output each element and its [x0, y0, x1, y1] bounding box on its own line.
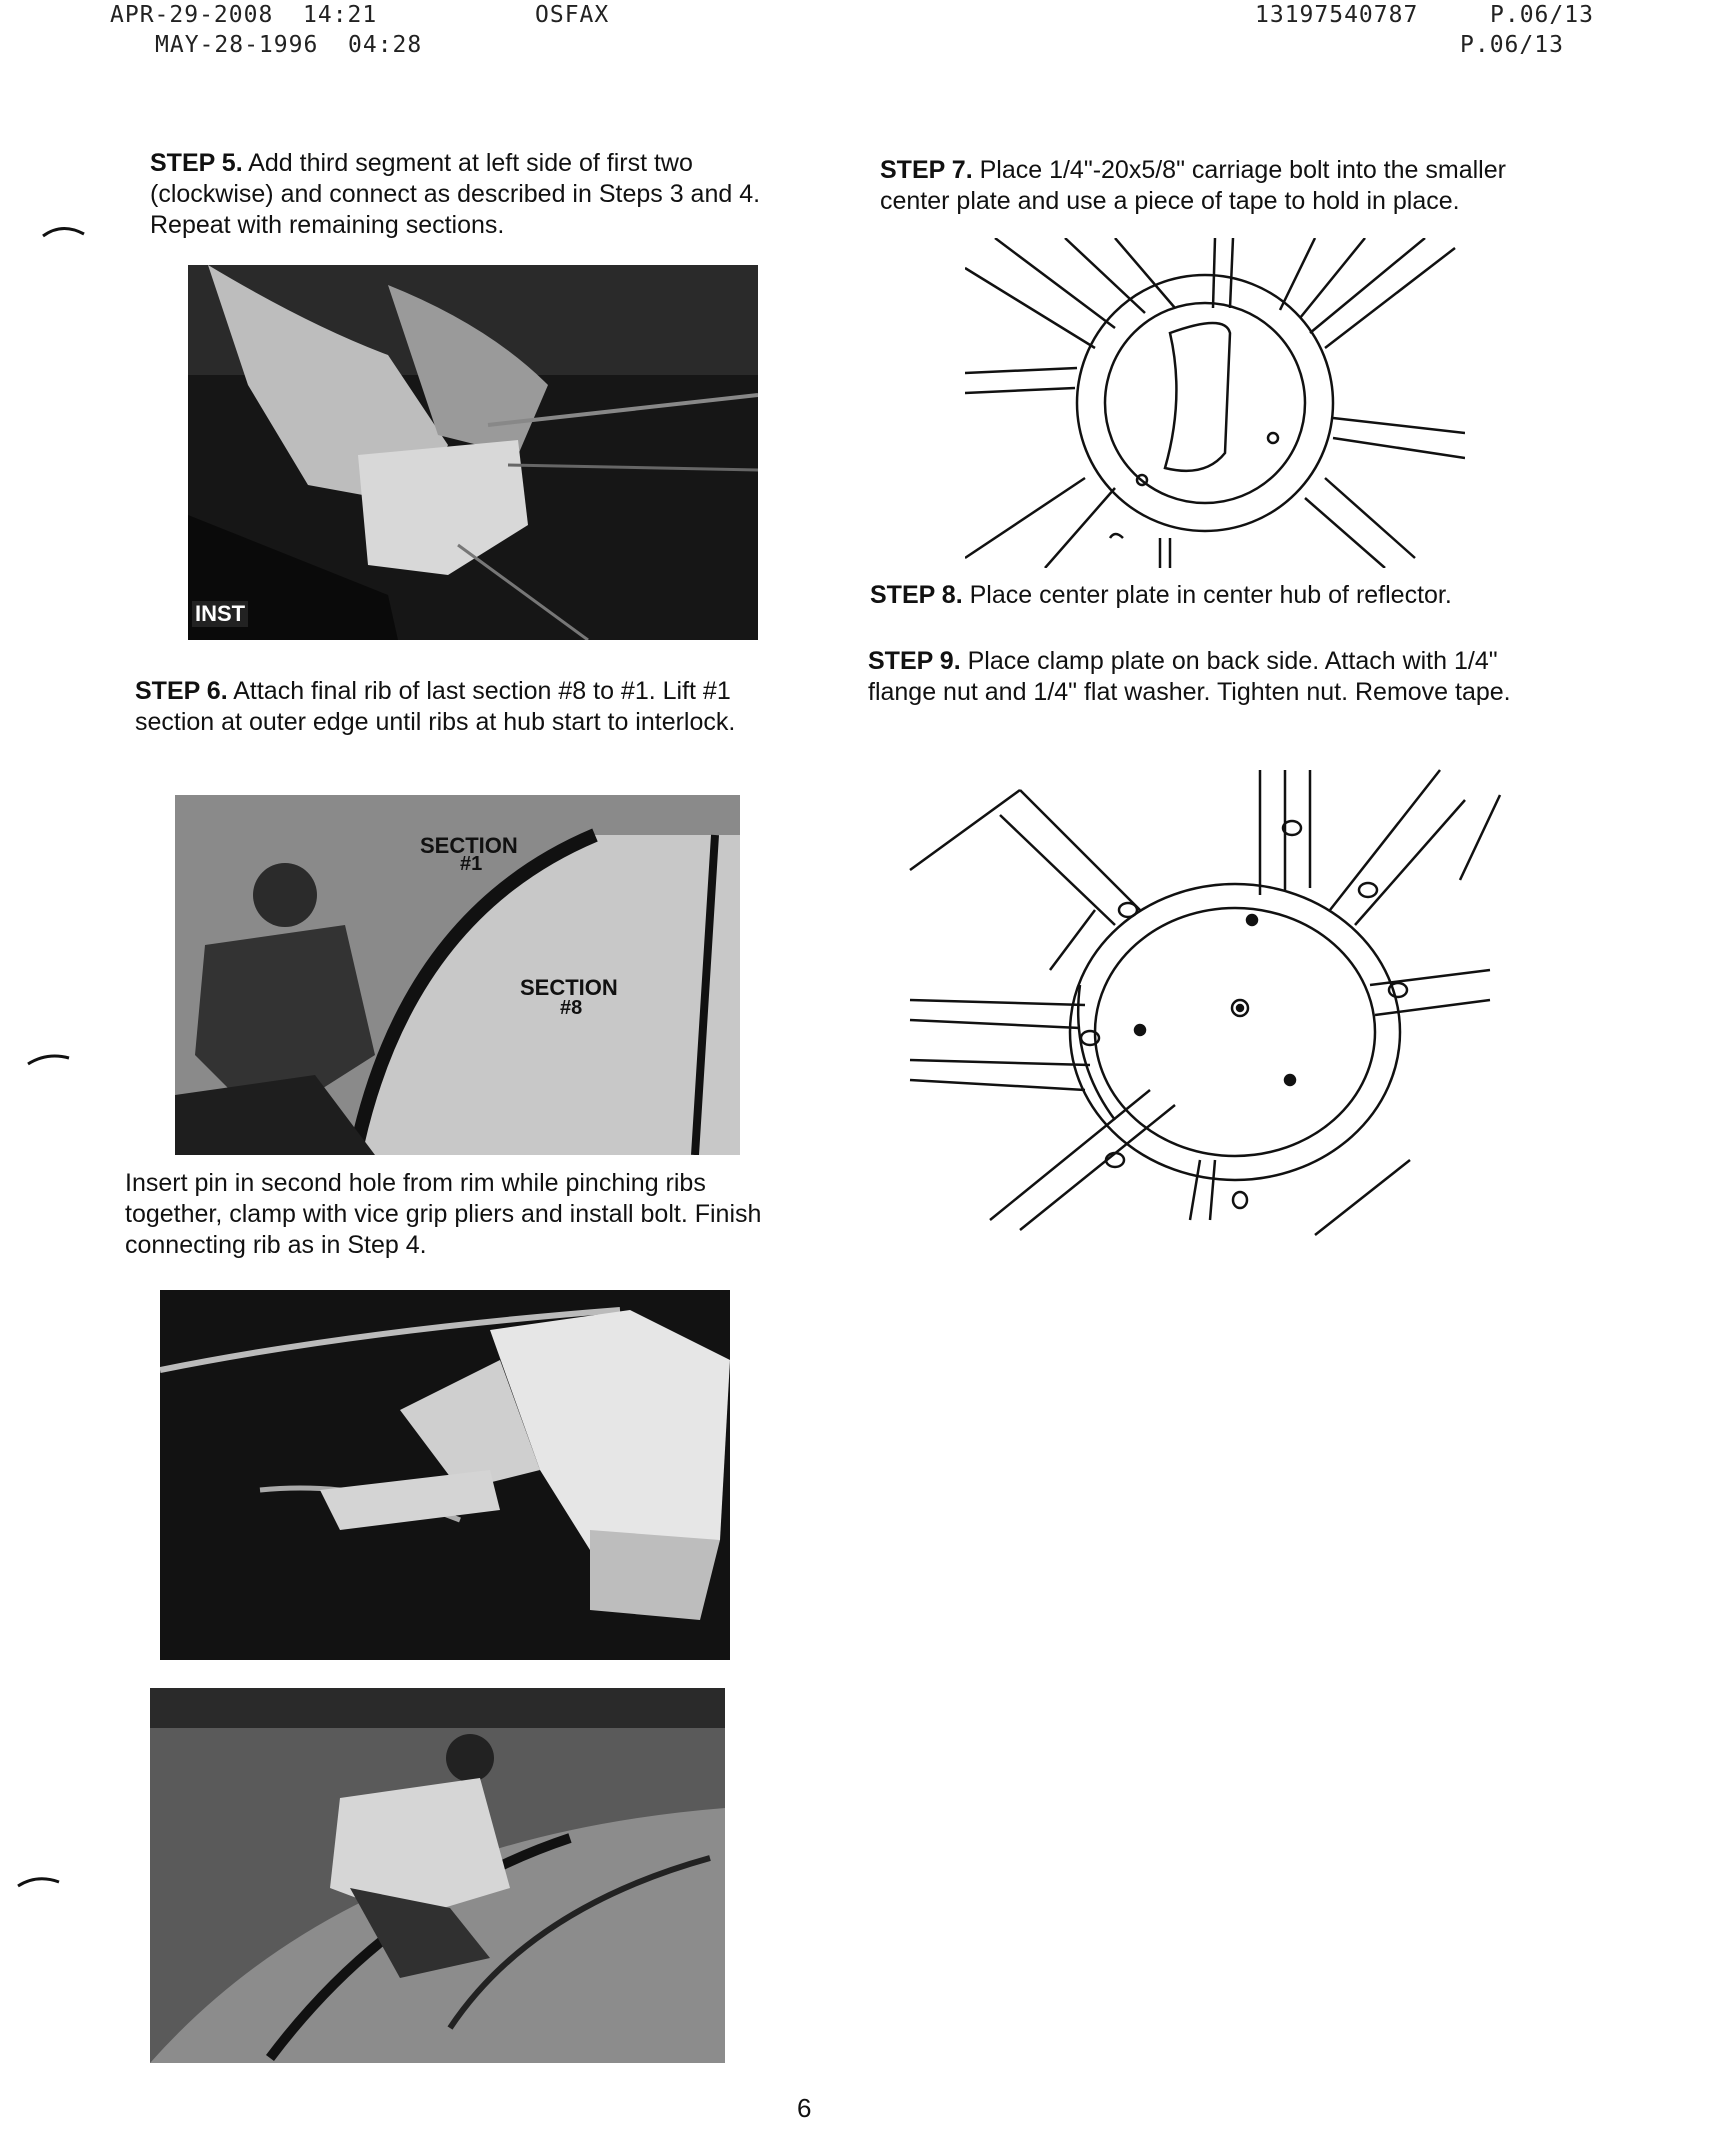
fax-page: P.06/13	[1490, 2, 1594, 28]
step-8	[870, 580, 1570, 611]
step-6-label: STEP 6.	[135, 677, 228, 705]
step-5-label: STEP 5.	[150, 149, 243, 177]
fax-phone: 13197540787	[1255, 2, 1419, 28]
fax-timestamp-original: MAY-28-1996 04:28	[155, 32, 423, 58]
photo-label-section-1: SECTION	[420, 833, 518, 858]
step-5	[150, 148, 820, 241]
photo-label-section-8: SECTION	[520, 975, 618, 1000]
photo-pinching-ribs	[160, 1290, 730, 1660]
photo-step-5	[188, 265, 758, 640]
step-8-text: Place center plate in center hub of reflector.	[969, 581, 1452, 609]
step-8-label: STEP 8.	[870, 581, 963, 609]
step-7	[880, 155, 1560, 217]
step-9-text: Place clamp plate on back side. Attach with 1/4" flange nut and 1/4" flat washer. Tighten nut. Remove tape.	[868, 647, 1511, 706]
margin-mark	[15, 1870, 65, 1894]
margin-mark	[40, 218, 90, 242]
fax-sender: OSFAX	[535, 2, 610, 28]
photo-step-6	[175, 795, 740, 1155]
diagram-clamp-plate	[900, 760, 1520, 1240]
step-9-label: STEP 9.	[868, 647, 961, 675]
fax-timestamp: APR-29-2008 14:21	[110, 2, 378, 28]
photo-label-section-8-number: #8	[560, 997, 583, 1019]
step-7-text: Place 1/4"-20x5/8" carriage bolt into the smaller center plate and use a piece of tape to hold in place.	[880, 156, 1506, 215]
step-9	[868, 646, 1548, 708]
fax-page-original: P.06/13	[1460, 32, 1564, 58]
photo-label-inst: INST	[192, 601, 248, 627]
page-number: 6	[797, 2093, 812, 2123]
photo-label-section-1-number: #1	[460, 853, 483, 875]
margin-mark	[25, 1048, 75, 1072]
photo-finish-rib	[150, 1688, 725, 2063]
step-5-text: Add third segment at left side of first two (clockwise) and connect as described in Steps 3 and 4. Repeat with remaining sections.	[150, 149, 761, 239]
step-6-text: Attach final rib of last section #8 to #1. Lift #1 section at outer edge until ribs at hub start to interlock.	[135, 677, 736, 736]
step-6-note: Insert pin in second hole from rim while pinching ribs together, clamp with vice grip pliers and install bolt. Finish connecting rib as in Step 4.	[125, 1169, 762, 1259]
step-6	[135, 676, 815, 738]
diagram-center-plate-bolt	[965, 238, 1465, 568]
step-7-label: STEP 7.	[880, 156, 973, 184]
